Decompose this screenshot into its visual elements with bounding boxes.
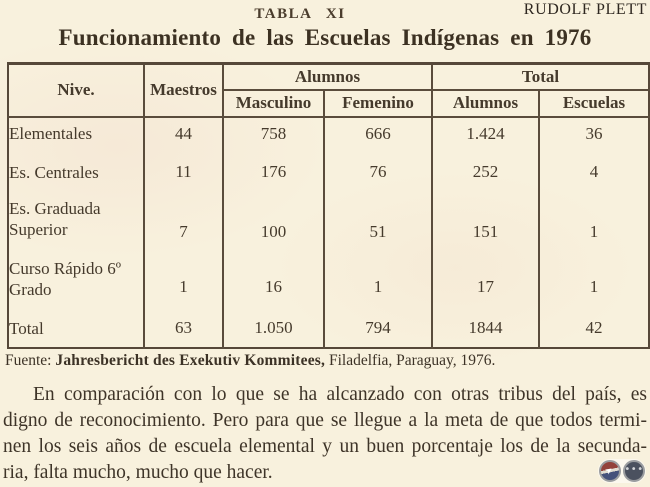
header-total-group: Total <box>432 64 649 90</box>
cursor-icon: ➤ <box>603 464 616 477</box>
schools-table <box>7 62 650 349</box>
cell-maestros: 11 <box>144 150 223 195</box>
cell-escuelas: 42 <box>585 318 603 337</box>
cell-alumnos: 252 <box>432 150 539 195</box>
table-row <box>8 150 649 195</box>
cell-alumnos: 151 <box>432 195 539 255</box>
paragraph-line: digno de reconocimiento. Pero para que se llegue a la meta de que todos termi- <box>3 410 647 431</box>
viewer-widget-dock <box>598 459 646 483</box>
source-line <box>5 352 645 370</box>
table-row <box>8 117 649 150</box>
cell-masculino: 100 <box>223 195 324 255</box>
cell-maestros: 7 <box>144 195 223 255</box>
table-row-total <box>8 310 649 348</box>
table-caption: TABLA XI <box>254 6 346 22</box>
source-citation: Jahresbericht des Exekutiv Kommitees, <box>55 352 326 369</box>
table-row <box>8 255 649 310</box>
cell-maestros: 63 <box>144 310 223 348</box>
source-prefix: Fuente: <box>5 352 52 369</box>
body-paragraph <box>3 382 647 486</box>
cell-escuelas: 4 <box>589 162 599 181</box>
cell-nivel: Es. Centrales <box>8 150 144 195</box>
cell-alumnos: 1.424 <box>432 117 539 150</box>
cell-femenino: 794 <box>324 310 432 348</box>
cell-escuelas: 36 <box>585 123 603 143</box>
cell-escuelas: 1 <box>589 276 599 296</box>
cell-escuelas: 1 <box>589 221 599 241</box>
flag-cursor-button[interactable] <box>599 460 621 482</box>
cell-masculino: 758 <box>223 117 324 150</box>
cell-nivel: Total <box>8 310 144 348</box>
cell-femenino: 76 <box>324 150 432 195</box>
cell-maestros: 1 <box>144 255 223 310</box>
header-nivel: Nive. <box>8 64 144 117</box>
more-options-button[interactable] <box>623 460 645 482</box>
cell-nivel: Es. Graduada Superior <box>8 195 144 255</box>
cell-nivel: Curso Rápido 6º Grado <box>8 255 144 310</box>
cell-alumnos: 17 <box>432 255 539 310</box>
cell-maestros: 44 <box>144 117 223 150</box>
cell-nivel: Elementales <box>8 117 144 150</box>
page-title: Funcionamiento de las Escuelas Indígenas en 1976 <box>58 25 592 50</box>
cell-masculino: 16 <box>223 255 324 310</box>
header-alumnos-group: Alumnos <box>223 64 432 90</box>
header-femenino: Femenino <box>324 90 432 117</box>
more-dots-icon: ••• <box>624 464 644 475</box>
cell-alumnos: 1844 <box>432 310 539 348</box>
paragraph-line: ria, falta mucho, mucho que hacer. <box>3 462 273 483</box>
cell-masculino: 176 <box>223 150 324 195</box>
header-total-alumnos: Alumnos <box>432 90 539 117</box>
paragraph-line: nen los seis años de escuela elemental y un buen porcentaje los de la secunda- <box>3 436 647 457</box>
table-row <box>8 195 649 255</box>
source-suffix: Filadelfia, Paraguay, 1976. <box>328 352 496 369</box>
paragraph-line: En comparación con lo que se ha alcanzado con otras tribus del país, es <box>33 384 647 405</box>
cell-femenino: 1 <box>324 255 432 310</box>
cell-femenino: 51 <box>324 195 432 255</box>
cell-masculino: 1.050 <box>223 310 324 348</box>
author-name: RUDOLF PLETT <box>523 1 647 18</box>
header-total-escuelas: Escuelas <box>539 90 649 117</box>
header-maestros: Maestros <box>144 64 223 117</box>
cell-femenino: 666 <box>324 117 432 150</box>
header-masculino: Masculino <box>223 90 324 117</box>
